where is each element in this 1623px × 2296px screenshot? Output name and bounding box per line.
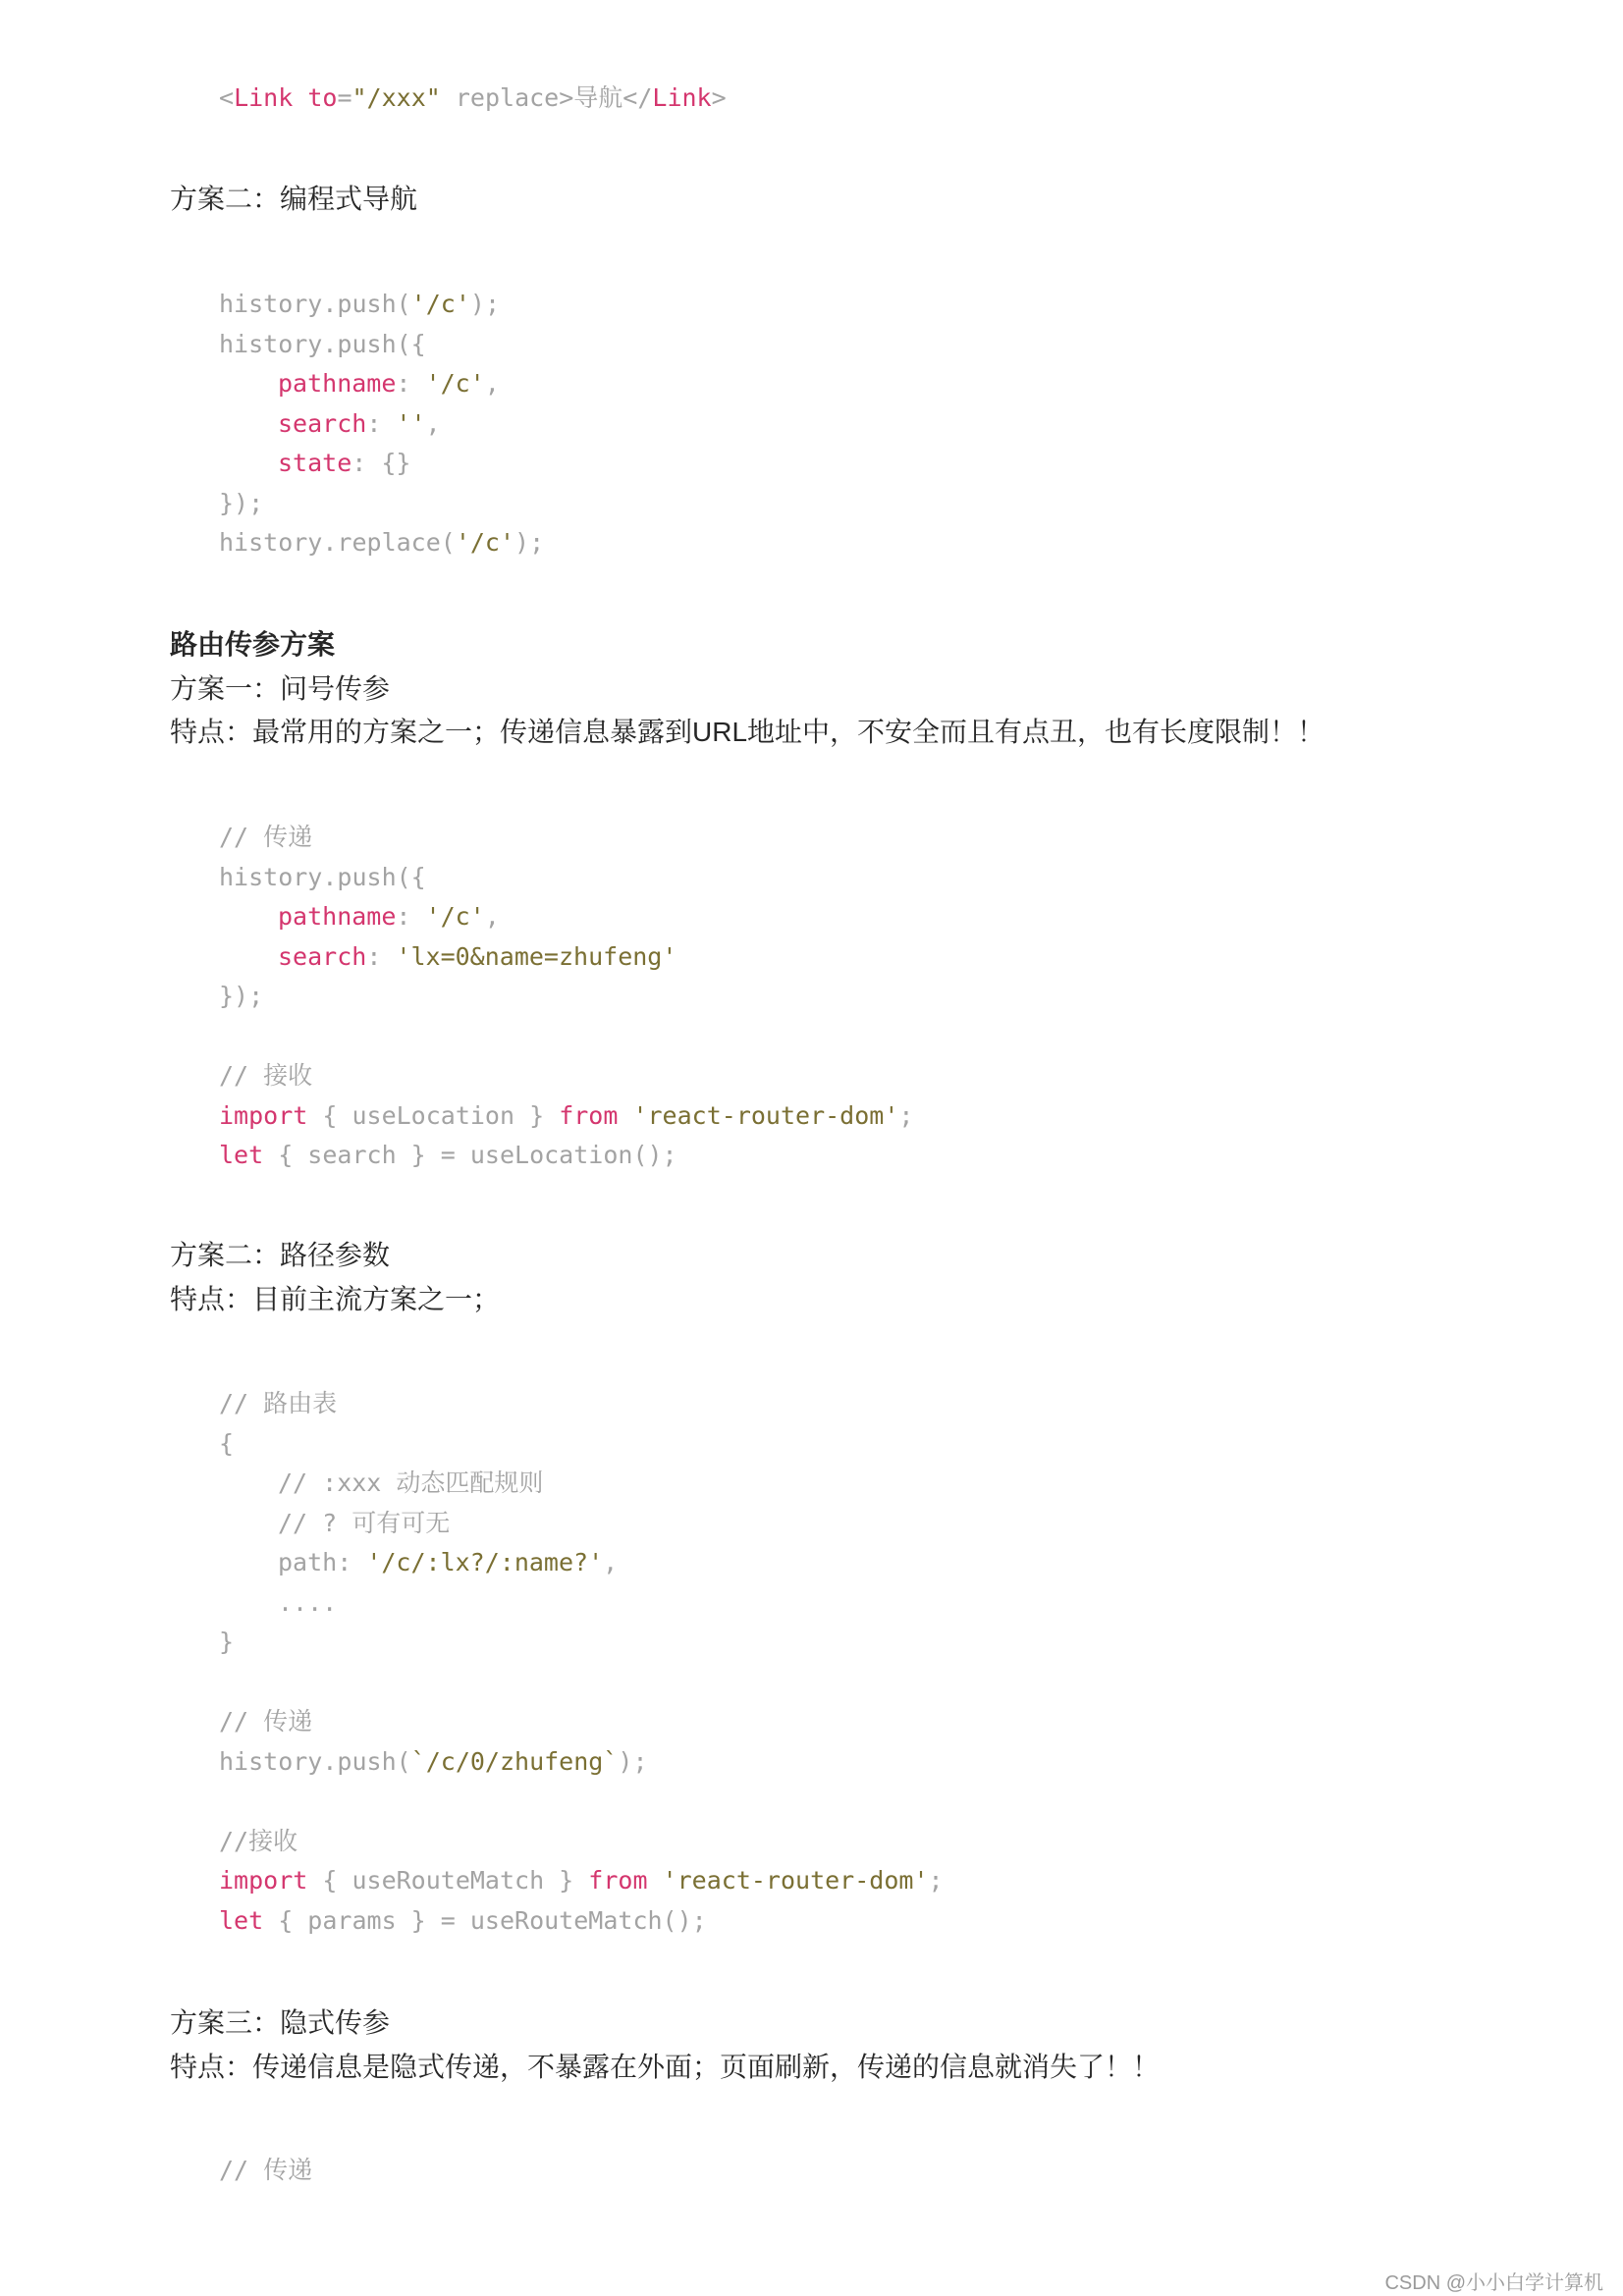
code-token: Link bbox=[652, 83, 712, 112]
code-block-scheme1 bbox=[219, 818, 913, 1176]
code-token: '/c' bbox=[425, 902, 485, 931]
code-token: "/xxx" bbox=[352, 83, 441, 112]
code-block-scheme3 bbox=[219, 2151, 312, 2191]
code-blank-line bbox=[219, 1017, 913, 1057]
code-token: history.push({ bbox=[219, 862, 426, 891]
code-token: }); bbox=[219, 488, 264, 517]
code-comment: // 传递 bbox=[219, 823, 313, 851]
code-comment: // 路由表 bbox=[219, 1389, 338, 1417]
code-token: to bbox=[293, 83, 338, 112]
watermark: CSDN @小小白学计算机 bbox=[1384, 2272, 1603, 2294]
code-token: path: bbox=[278, 1548, 367, 1576]
code-line bbox=[219, 444, 544, 484]
code-line bbox=[219, 897, 913, 937]
code-token: search bbox=[278, 408, 367, 438]
code-comment: // 接收 bbox=[219, 1061, 313, 1090]
code-line bbox=[219, 1384, 944, 1424]
code-token: pathname bbox=[278, 902, 397, 931]
code-line bbox=[219, 1464, 944, 1504]
code-token: = bbox=[337, 83, 352, 112]
code-token: { search } = useLocation(); bbox=[263, 1141, 677, 1169]
code-line bbox=[219, 1056, 913, 1096]
code-token: pathname bbox=[278, 369, 397, 398]
code-line bbox=[219, 325, 544, 365]
code-line bbox=[219, 1742, 944, 1783]
code-blank-line bbox=[219, 1782, 944, 1822]
feature-note: 特点：传递信息是隐式传递，不暴露在外面；页面刷新，传递的信息就消失了！！ bbox=[170, 2051, 1161, 2082]
code-line bbox=[219, 1861, 944, 1901]
code-token: { bbox=[219, 1428, 235, 1458]
code-token: { params } = useRouteMatch(); bbox=[263, 1905, 707, 1935]
code-token: }); bbox=[219, 982, 264, 1010]
code-token: ); bbox=[469, 290, 500, 318]
code-comment: // ? 可有可无 bbox=[278, 1508, 451, 1537]
code-token: ); bbox=[618, 1746, 648, 1776]
code-line bbox=[219, 937, 913, 978]
code-line bbox=[219, 1623, 944, 1663]
code-token: from bbox=[559, 1100, 619, 1130]
code-token: { useLocation } bbox=[307, 1100, 560, 1130]
code-token: history.replace( bbox=[219, 528, 456, 557]
code-line bbox=[219, 285, 544, 325]
code-token: .... bbox=[278, 1587, 338, 1617]
code-line bbox=[219, 404, 544, 445]
code-token: : bbox=[396, 902, 426, 931]
section-title: 方案二：路径参数 bbox=[170, 1240, 391, 1270]
code-token: ); bbox=[514, 528, 545, 557]
code-line bbox=[219, 364, 544, 404]
code-comment: // 传递 bbox=[219, 1707, 313, 1735]
code-token: } bbox=[219, 1628, 235, 1656]
section-title: 方案一：问号传参 bbox=[170, 672, 391, 704]
code-token: { useRouteMatch } bbox=[307, 1866, 589, 1895]
code-token: import bbox=[219, 1100, 308, 1130]
section-heading: 路由传参方案 bbox=[170, 629, 336, 660]
code-token: import bbox=[219, 1866, 308, 1895]
section-scheme3 bbox=[170, 2002, 1160, 2089]
code-token: , bbox=[484, 369, 500, 398]
code-token: Link bbox=[234, 83, 294, 112]
code-token: history.push( bbox=[219, 1746, 411, 1776]
code-token: , bbox=[484, 902, 500, 931]
code-block-programmatic bbox=[219, 285, 544, 563]
code-token: '' bbox=[396, 408, 426, 438]
code-token: replace>导航</ bbox=[440, 83, 653, 112]
code-token: < bbox=[219, 83, 235, 112]
code-line bbox=[219, 1822, 944, 1862]
code-token: '/c/:lx?/:name?' bbox=[366, 1548, 604, 1576]
code-token: '/c' bbox=[425, 369, 485, 398]
code-token: : bbox=[366, 408, 397, 438]
code-token: let bbox=[219, 1905, 264, 1935]
code-token: ; bbox=[928, 1866, 944, 1895]
section-scheme2 bbox=[170, 1234, 500, 1321]
code-token: : {} bbox=[352, 449, 411, 477]
code-token: '/c' bbox=[455, 528, 515, 557]
code-line bbox=[219, 79, 727, 119]
code-token: > bbox=[711, 83, 727, 112]
feature-note: 特点：目前主流方案之一； bbox=[170, 1283, 501, 1314]
code-token: search bbox=[278, 941, 367, 971]
section-title: 方案三：隐式传参 bbox=[170, 2007, 391, 2038]
code-token: , bbox=[603, 1548, 619, 1576]
code-line bbox=[219, 977, 913, 1017]
code-token: from bbox=[588, 1866, 648, 1895]
code-blank-line bbox=[219, 1663, 944, 1703]
code-token: `/c/0/zhufeng` bbox=[410, 1746, 619, 1776]
code-token: ; bbox=[898, 1100, 914, 1130]
code-token: 'lx=0&name=zhufeng' bbox=[396, 941, 677, 971]
code-line bbox=[219, 1096, 913, 1137]
code-line bbox=[219, 818, 913, 858]
code-comment: //接收 bbox=[219, 1826, 298, 1855]
code-token: history.push( bbox=[219, 290, 411, 318]
code-comment: // 传递 bbox=[219, 2156, 313, 2184]
code-comment: // :xxx 动态匹配规则 bbox=[278, 1468, 544, 1497]
code-line bbox=[219, 1543, 944, 1583]
code-line bbox=[219, 858, 913, 898]
code-block-scheme2 bbox=[219, 1384, 944, 1941]
code-line bbox=[219, 1901, 944, 1942]
code-token: 'react-router-dom' bbox=[618, 1100, 899, 1130]
code-token: : bbox=[366, 941, 397, 971]
code-line bbox=[219, 1583, 944, 1624]
code-block-link bbox=[219, 79, 727, 119]
code-line bbox=[219, 1136, 913, 1176]
code-line bbox=[219, 1504, 944, 1544]
code-token: '/c' bbox=[410, 290, 470, 318]
code-line bbox=[219, 1702, 944, 1742]
code-token: 'react-router-dom' bbox=[647, 1866, 929, 1895]
code-token: , bbox=[425, 408, 441, 438]
section-title: 方案二：编程式导航 bbox=[170, 184, 418, 214]
code-line bbox=[219, 1424, 944, 1465]
section-route-params bbox=[170, 623, 1325, 755]
code-line bbox=[219, 2151, 312, 2191]
code-line bbox=[219, 484, 544, 524]
section-programmatic bbox=[170, 178, 417, 222]
code-token: state bbox=[278, 449, 352, 477]
code-token: let bbox=[219, 1141, 264, 1169]
feature-note: 特点：最常用的方案之一；传递信息暴露到URL地址中，不安全而且有点丑，也有长度限制！！ bbox=[170, 717, 1325, 747]
code-token: : bbox=[396, 369, 426, 398]
code-token: history.push({ bbox=[219, 329, 426, 358]
code-line bbox=[219, 523, 544, 563]
